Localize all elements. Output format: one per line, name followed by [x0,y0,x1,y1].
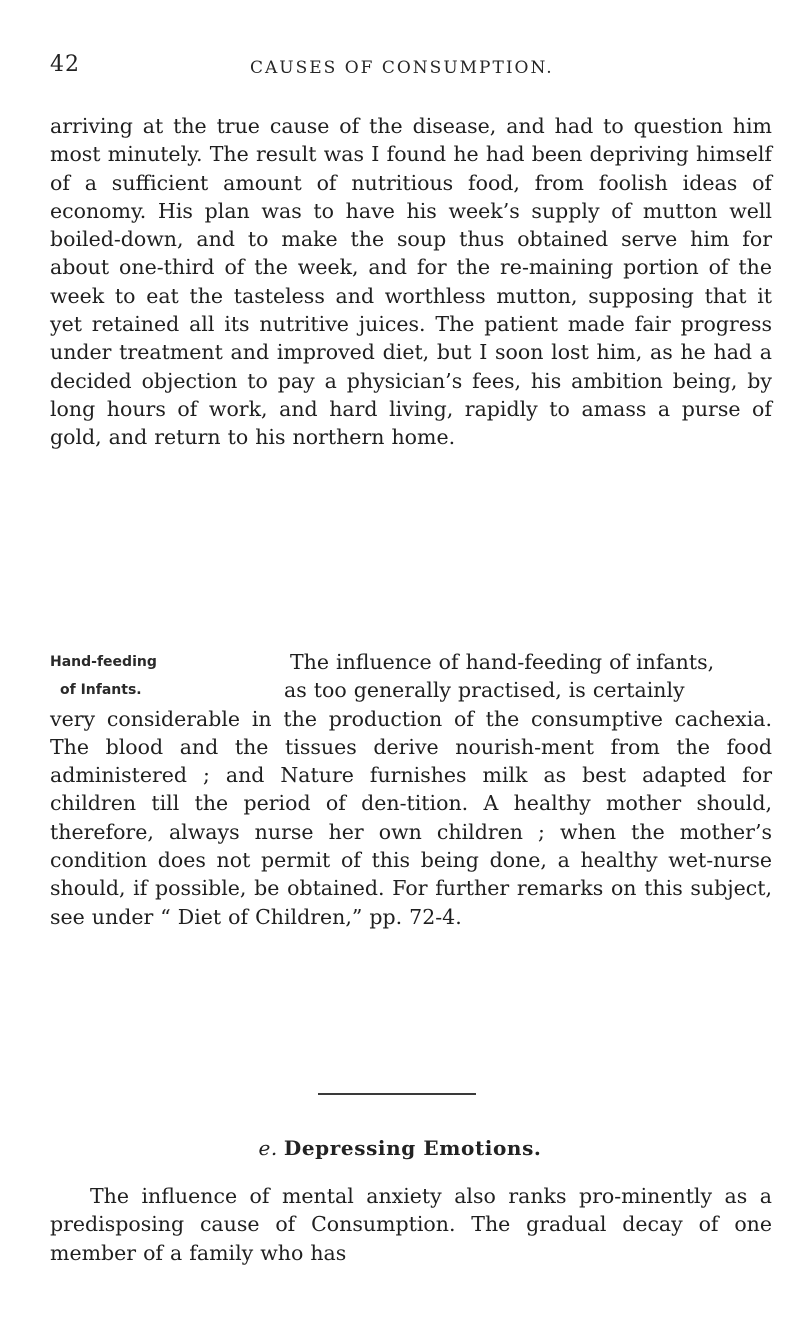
section-divider [318,1093,476,1095]
side-note-of-infants: of Infants. [60,682,142,698]
paragraph-line-1: The influence of hand-feeding of infants, [290,650,715,674]
section-heading [0,1136,800,1160]
side-note-hand-feeding: Hand-feeding [50,654,157,670]
paragraph-text: arriving at the true cause of the disease, and had to question him most minutely. The result was I found he had been depriving himself of a sufficient amount of nutritious food, from foolish ideas of economy. His plan was to have his week’s supply of mutton well boiled-down, and to make the soup thus obtained serve him for about one-third of the week, and for the re-maining portion of the week to eat the tasteless and worthless mutton, supposing that it yet retained all its nutritive juices. The patient made fair progress under treatment and improved diet, but I soon lost him, as he had a decided objection to pay a physician’s fees, his ambition being, by long hours of work, and hard living, rapidly to amass a purse of gold, and return to his northern home. [50,114,772,450]
page-header [0,46,800,86]
section-title: Depressing Emotions. [283,1136,542,1160]
page-number: 42 [50,52,80,77]
paragraph-line-2: as too generally practised, is certainly [284,678,685,703]
paragraph-mental-anxiety [50,1182,772,1267]
section-label: e. [258,1136,278,1160]
paragraph-text: The influence of mental anxiety also ranks pro-minently as a predisposing cause of Consumption. The gradual decay of one member of a family who has [50,1184,772,1265]
paragraph-mutton-patient [50,112,772,452]
running-head: CAUSES OF CONSUMPTION. [250,58,554,78]
paragraph-text: very considerable in the production of the consumptive cachexia. The blood and the tissues derive nourish-ment from the food administered ; and Nature furnishes milk as best adapted for children till the period of den-tition. A healthy mother should, therefore, always nurse her own children ; when the mother’s condition does not permit of this being done, a healthy wet-nurse should, if possible, be obtained. For further remarks on this subject, see under “ Diet of Children,” pp. 72-4. [50,706,772,929]
paragraph-hand-feeding [50,648,772,931]
